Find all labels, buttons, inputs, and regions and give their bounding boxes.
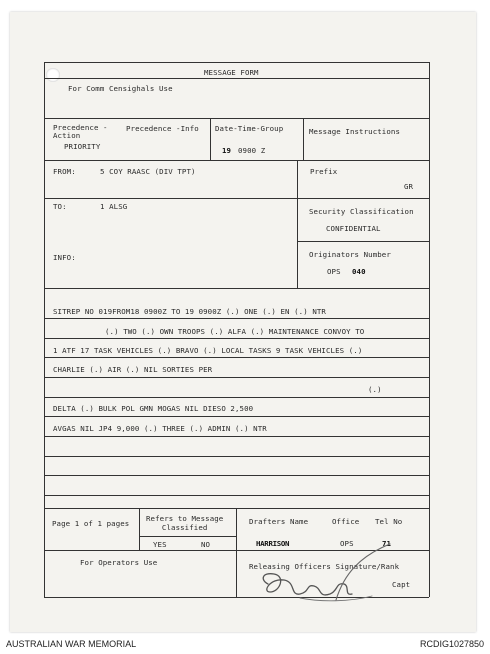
rule	[236, 508, 237, 597]
tel-no-label: Tel No	[375, 517, 403, 526]
rule	[44, 318, 429, 319]
info-label: INFO:	[53, 253, 76, 262]
originators-number-label: Originators Number	[309, 250, 391, 259]
rule	[297, 198, 298, 288]
rule	[44, 160, 429, 161]
message-line-6: DELTA (.) BULK POL GMN MOGAS NIL DIESO 2,500	[53, 404, 254, 413]
yes-label: YES	[153, 540, 167, 549]
precedence-value: PRIORITY	[64, 142, 101, 151]
rule	[44, 357, 429, 358]
operators-use-label: For Operators Use	[80, 558, 158, 567]
punch-hole	[46, 68, 60, 82]
footer-source: AUSTRALIAN WAR MEMORIAL	[6, 639, 137, 649]
rule-left	[44, 62, 45, 597]
dtg-time: 0900 Z	[238, 146, 266, 155]
rule	[44, 78, 429, 79]
precedence-action-label: Precedence - Action	[53, 123, 108, 140]
message-line-5: (.)	[368, 385, 382, 394]
rule-right	[429, 62, 430, 597]
rule	[44, 397, 429, 398]
office-label: Office	[332, 517, 360, 526]
archive-footer	[0, 634, 490, 654]
message-line-2: (.) TWO (.) OWN TROOPS (.) ALFA (.) MAINTENANCE CONVOY TO	[105, 327, 365, 336]
rule	[44, 456, 429, 457]
releasing-officer-label: Releasing Officers Signature/Rank	[249, 562, 400, 571]
form-title: MESSAGE FORM	[204, 68, 259, 77]
to-label: TO:	[53, 202, 67, 211]
to-unit: 1 ALSG	[100, 202, 128, 211]
rule	[297, 160, 298, 198]
from-label: FROM:	[53, 167, 76, 176]
comm-centre-use-label: For Comm Censighals Use	[68, 84, 173, 93]
date-time-group-label: Date-Time-Group	[215, 124, 284, 133]
rule	[44, 338, 429, 339]
rule	[44, 377, 429, 378]
rank-value: Capt	[392, 580, 411, 589]
rule	[44, 436, 429, 437]
page-of-label: Page 1 of 1 pages	[52, 519, 130, 528]
rule	[303, 118, 304, 160]
rule	[44, 118, 429, 119]
drafter-name: HARRISON	[256, 539, 290, 548]
rule	[44, 475, 429, 476]
rule	[44, 288, 429, 289]
security-classification-label: Security Classification	[309, 207, 414, 216]
tel-value: 71	[382, 539, 392, 548]
message-line-4: CHARLIE (.) AIR (.) NIL SORTIES PER	[53, 365, 213, 374]
rule	[44, 495, 429, 496]
drafters-name-label: Drafters Name	[249, 517, 309, 526]
office-value: OPS	[340, 539, 354, 548]
refers-to-message-label: Refers to Message Classified	[146, 514, 224, 532]
rule-top	[44, 62, 429, 63]
signature-scribble	[240, 538, 400, 618]
from-unit: 5 COY RAASC (DIV TPT)	[100, 167, 196, 176]
rule	[44, 198, 429, 199]
precedence-info-label: Precedence -Info	[126, 124, 199, 133]
message-line-3: 1 ATF 17 TASK VEHICLES (.) BRAVO (.) LOCAL TASKS 9 TASK VEHICLES (.)	[53, 346, 363, 355]
rule	[210, 118, 211, 160]
message-line-7: AVGAS NIL JP4 9,000 (.) THREE (.) ADMIN (.) NTR	[53, 424, 267, 433]
footer-record-id: RCDIG1027850	[419, 639, 484, 649]
rule	[44, 416, 429, 417]
originators-number: 040	[352, 267, 366, 276]
message-line-1: SITREP NO 019FROM18 0900Z TO 19 0900Z (.) ONE (.) EN (.) NTR	[53, 307, 326, 316]
no-label: NO	[201, 540, 211, 549]
rule	[139, 536, 236, 537]
originators-ops: OPS	[327, 267, 341, 276]
rule	[139, 508, 140, 550]
prefix-label: Prefix	[310, 167, 338, 176]
prefix-code: GR	[404, 182, 414, 191]
rule	[297, 241, 429, 242]
dtg-day: 19	[222, 146, 232, 155]
security-classification-value: CONFIDENTIAL	[326, 224, 381, 233]
message-instructions-label: Message Instructions	[309, 127, 400, 136]
